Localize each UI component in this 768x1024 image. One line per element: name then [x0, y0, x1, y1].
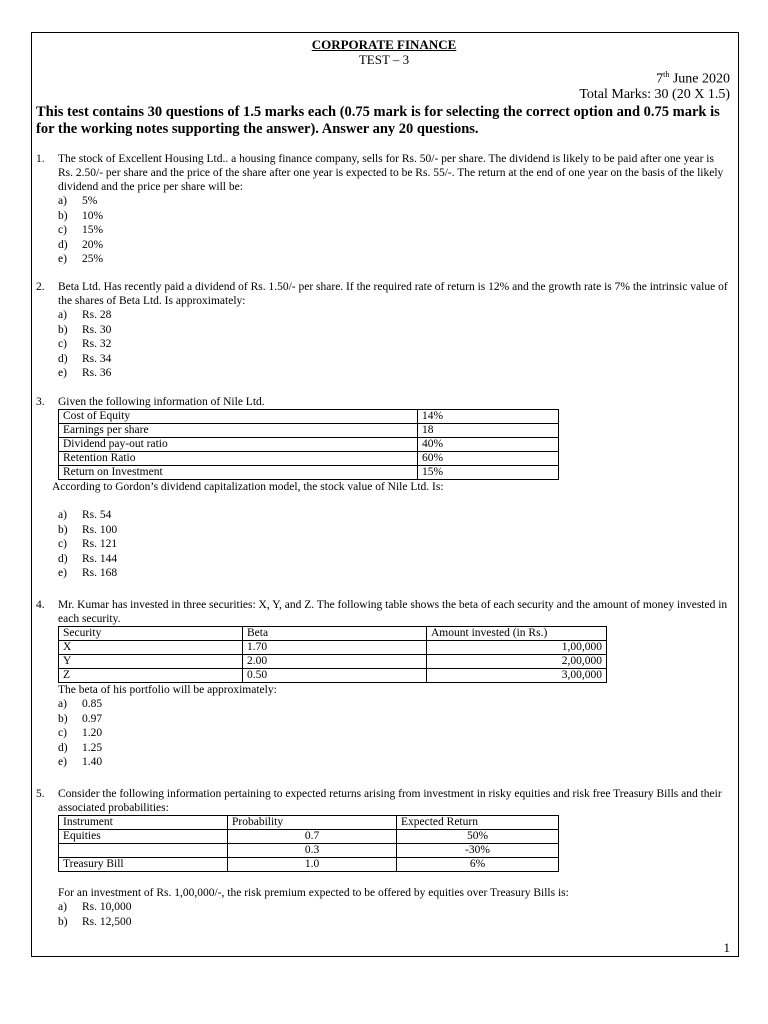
option: b) 0.97 — [58, 712, 103, 725]
question-followup: According to Gordon’s dividend capitalization model, the stock value of Nile Ltd. Is: — [52, 481, 444, 493]
option: a) Rs. 10,000 — [58, 901, 132, 913]
option: b) Rs. 30 — [58, 323, 112, 336]
option: e) 1.40 — [58, 756, 103, 768]
table-row — [59, 410, 559, 424]
table-cell: 18 — [418, 424, 559, 438]
option: a) 0.85 — [58, 698, 103, 710]
table-cell: 3,00,000 — [427, 669, 607, 683]
option: d) Rs. 34 — [58, 352, 112, 365]
question-1 — [36, 152, 728, 267]
question-text: The stock of Excellent Housing Ltd.. a housing finance company, sells for Rs. 50/- per share. The dividend is likely to be paid after one year is Rs. 2.50/- per share and the price of the share after one year is expected to be Rs. 55/-. The return at the end of one year on the basis of the likely dividend and the price per share will be: — [58, 153, 724, 193]
column-header: Instrument — [59, 816, 228, 830]
question-number: 4. — [36, 599, 45, 611]
table-row — [59, 424, 559, 438]
table-row — [59, 641, 607, 655]
option: a) Rs. 28 — [58, 309, 112, 321]
table-row — [59, 655, 607, 669]
table-cell: Y — [59, 655, 243, 669]
question-3 — [36, 395, 728, 581]
table-cell: X — [59, 641, 243, 655]
table-cell: Equities — [59, 830, 228, 844]
column-header: Beta — [243, 627, 427, 641]
table-row — [59, 438, 559, 452]
table-cell: 1,00,000 — [427, 641, 607, 655]
table-cell: 2,00,000 — [427, 655, 607, 669]
table-cell: Dividend pay-out ratio — [59, 438, 418, 452]
option: c) Rs. 32 — [58, 338, 112, 350]
table-header-row — [59, 627, 607, 641]
question-4 — [36, 598, 728, 770]
table-cell: 40% — [418, 438, 559, 452]
question-followup: The beta of his portfolio will be approximately: — [58, 684, 277, 696]
option: e) 25% — [58, 253, 104, 265]
beta-table — [58, 626, 607, 683]
option: b) Rs. 100 — [58, 523, 118, 536]
table-row — [59, 858, 559, 872]
option: a) Rs. 54 — [58, 509, 112, 521]
options-list — [58, 508, 728, 581]
returns-table — [58, 815, 559, 872]
table-row — [59, 466, 559, 480]
table-cell: 2.00 — [243, 655, 427, 669]
table-cell: 15% — [418, 466, 559, 480]
options-list — [58, 697, 728, 770]
table-cell: 14% — [418, 410, 559, 424]
question-text: Mr. Kumar has invested in three securities: X, Y, and Z. The following table shows the beta of each security and the amount of money invested in each security. — [58, 599, 728, 625]
question-number: 2. — [36, 281, 45, 293]
test-number: TEST – 3 — [358, 52, 410, 67]
table-row — [59, 844, 559, 858]
option: d) 20% — [58, 238, 104, 251]
option: e) Rs. 168 — [58, 567, 118, 579]
test-date: 7th June 2020 — [656, 70, 730, 87]
table-cell: Treasury Bill — [59, 858, 228, 872]
option: c) 15% — [58, 224, 104, 236]
question-text: Consider the following information pertaining to expected returns arising from investment in risky equities and risk free Treasury Bills and their associated probabilities: — [58, 788, 722, 814]
option: e) Rs. 36 — [58, 367, 112, 379]
table-header-row — [59, 816, 559, 830]
table-cell: 60% — [418, 452, 559, 466]
options-list — [58, 900, 728, 929]
option: d) Rs. 144 — [58, 552, 118, 565]
option: c) Rs. 121 — [58, 538, 118, 550]
option: c) 1.20 — [58, 727, 103, 739]
table-cell: 1.0 — [228, 858, 397, 872]
question-number: 1. — [36, 153, 45, 165]
table-row — [59, 830, 559, 844]
table-cell: Z — [59, 669, 243, 683]
option: d) 1.25 — [58, 741, 103, 754]
table-cell: 0.3 — [228, 844, 397, 858]
nile-info-table — [58, 409, 559, 480]
option: b) 10% — [58, 209, 104, 222]
table-cell: 1.70 — [243, 641, 427, 655]
table-cell: Earnings per share — [59, 424, 418, 438]
table-cell: 50% — [397, 830, 559, 844]
question-text: Given the following information of Nile Ltd. — [58, 396, 265, 408]
table-row — [59, 669, 607, 683]
options-list — [58, 308, 728, 381]
question-5 — [36, 787, 728, 929]
options-list — [58, 194, 728, 267]
table-cell: Retention Ratio — [59, 452, 418, 466]
table-cell — [59, 844, 228, 858]
table-row — [59, 452, 559, 466]
question-number: 5. — [36, 788, 45, 800]
table-cell: Cost of Equity — [59, 410, 418, 424]
table-cell: -30% — [397, 844, 559, 858]
question-text: Beta Ltd. Has recently paid a dividend of Rs. 1.50/- per share. If the required rate of return is 12% and the growth rate is 7% the intrinsic value of the shares of Beta Ltd. Is approximately: — [58, 281, 728, 307]
option: a) 5% — [58, 195, 98, 207]
instructions: This test contains 30 questions of 1.5 marks each (0.75 mark is for selecting the correct option and 0.75 mark is for the working notes supporting the answer). Answer any 20 questions. — [36, 104, 720, 137]
question-number: 3. — [36, 396, 45, 408]
column-header: Security — [59, 627, 243, 641]
option: b) Rs. 12,500 — [58, 915, 132, 928]
table-cell: 0.50 — [243, 669, 427, 683]
column-header: Amount invested (in Rs.) — [427, 627, 607, 641]
table-cell: 6% — [397, 858, 559, 872]
page-number: 1 — [723, 940, 730, 955]
document-title: CORPORATE FINANCE — [311, 37, 457, 52]
total-marks: Total Marks: 30 (20 X 1.5) — [579, 87, 730, 102]
table-cell: 0.7 — [228, 830, 397, 844]
question-2 — [36, 280, 728, 381]
column-header: Probability — [228, 816, 397, 830]
column-header: Expected Return — [397, 816, 559, 830]
table-cell: Return on Investment — [59, 466, 418, 480]
question-followup: For an investment of Rs. 1,00,000/-, the risk premium expected to be offered by equities over Treasury Bills is: — [58, 887, 569, 899]
